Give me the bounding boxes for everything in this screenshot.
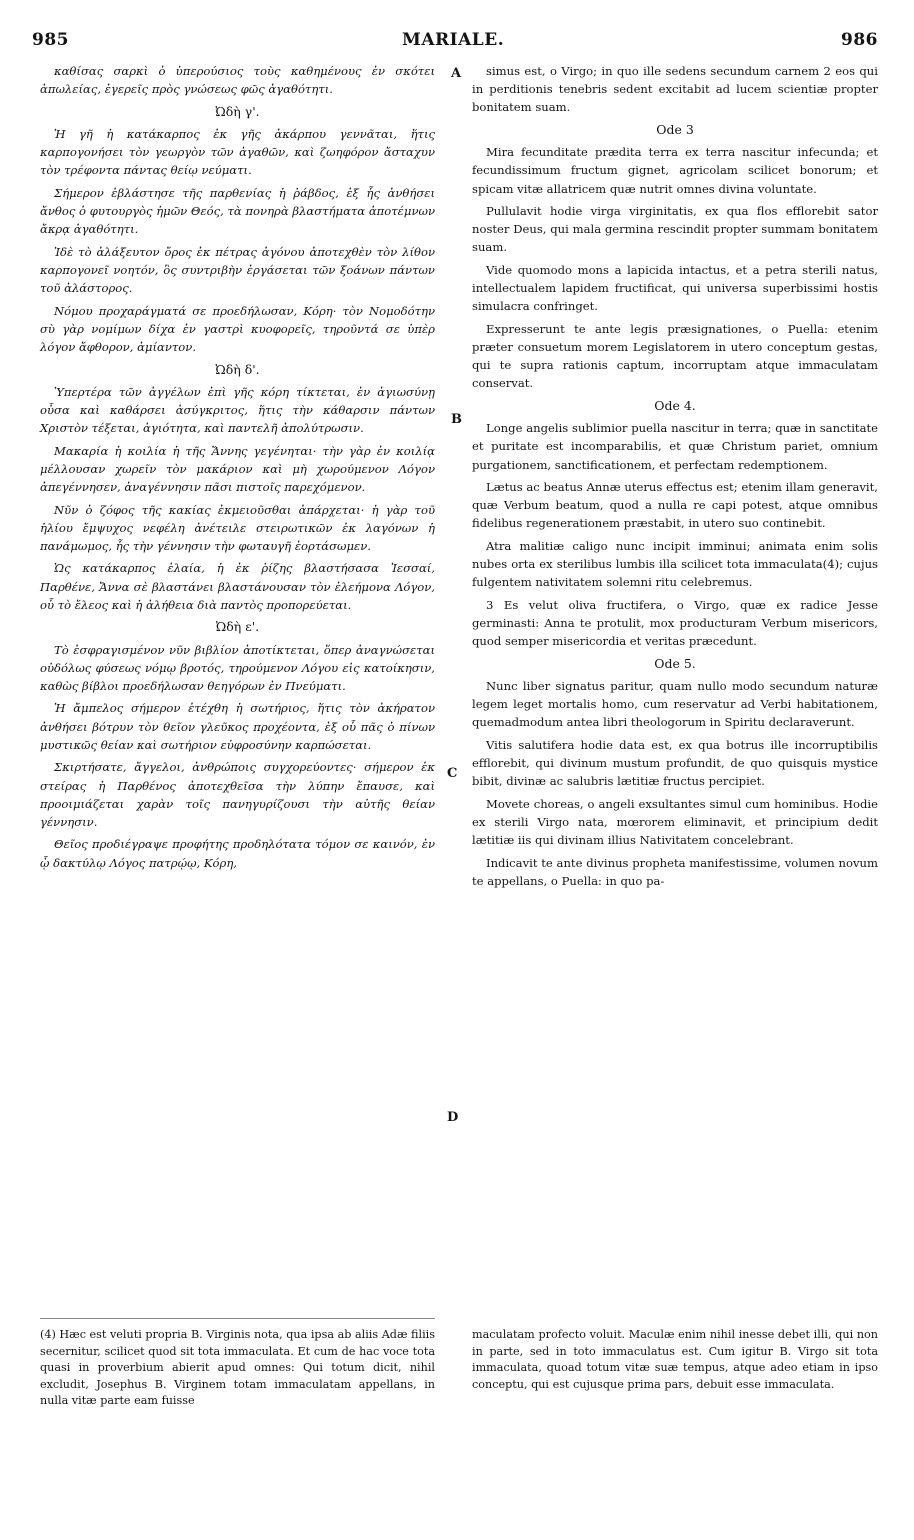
latin-column	[472, 62, 878, 894]
paragraph: Vitis salutifera hodie data est, ex qua botrus ille incorruptibilis efflorebit, qui divinum mustum profundit, de quo quisquis mystice bibit, divinæ ac salubris lætitiæ fructus percipiet.	[472, 737, 878, 789]
paragraph: Σήμερον ἐβλάστησε τῆς παρθενίας ἡ ῥάβδος, ἐξ ἧς ἀνθήσει ἄνθος ὁ φυτουργὸς ἡμῶν Θεός, τὰ πονηρὰ βλαστήματα ἀποτέμνων ἄκρᾳ ἀγαθότητι.	[40, 185, 435, 237]
ode-heading: Ὠδὴ ε'.	[215, 619, 260, 635]
paragraph: Τὸ ἐσφραγισμένον νῦν βιβλίον ἀποτίκτεται, ὅπερ ἀναγνώσεται οὐδόλως φύσεως νόμῳ βροτός, τηρούμενον Λόγου εἰς κατοίκησιν, καθὼς βίβλοι προεδήλωσαν θεηγόρων ἐν Πνεύματι.	[40, 642, 435, 693]
paragraph: Μακαρία ἡ κοιλία ἡ τῆς Ἄννης γεγένηται· τὴν γὰρ ἐν κοιλίᾳ μέλλουσαν χωρεῖν τὸν μακάριον καὶ μὴ χωρούμενον Λόγον ἀπεγέννησεν, ἀναγέννησιν πᾶσι πιστοῖς παρεχόμενον.	[40, 443, 435, 495]
paragraph: Indicavit te ante divinus propheta manifestissime, volumen novum te appellans, o Puella: in quo pa-	[472, 855, 878, 888]
ode-heading: Ode 5.	[654, 655, 696, 671]
paragraph: 3 Es velut oliva fructifera, o Virgo, quæ ex radice Jesse germinasti: Anna te protulit, mox producturam Verbum misericors, quod semper misericordia et veritas præcedunt.	[472, 597, 878, 649]
paragraph: Ὑπερτέρα τῶν ἀγγέλων ἐπὶ γῆς κόρη τίκτεται, ἐν ἁγιωσύνῃ οὖσα καὶ καθάρσει ἀσύγκριτος, ἥτις τὴν κάθαρσιν πάντων Χριστὸν τέξεται, ἁγιότητα, καὶ παντελῆ ἀπολύτρωσιν.	[40, 384, 435, 436]
ode-heading: Ὠδὴ δ'.	[215, 361, 260, 377]
paragraph: Νῦν ὁ ζόφος τῆς κακίας ἐκμειοῦσθαι ἀπάρχεται· ἡ γὰρ τοῦ ἡλίου ἔμψυχος νεφέλη ἀνέτειλε στειρωτικῶν ἐκ λαγόνων ἡ πανάμωμος, ἧς τὴν γέννησιν τὴν φωταυγῆ ἑορτάσωμεν.	[40, 502, 435, 553]
page-number-right: 986	[841, 30, 878, 50]
paragraph: Σκιρτήσατε, ἄγγελοι, ἀνθρώποις συγχορεύοντες· σήμερον ἐκ στείρας ἡ Παρθένος ἀποτεχθεῖσα τὴν λύπην ἔπαυσε, καὶ προοιμιάζεται χαρὰν τοῖς πανηγυρίζουσι τὴν αὐτῆς θείαν γέννησιν.	[40, 760, 435, 829]
margin-letter-b: B	[451, 412, 462, 427]
margin-letter-c: C	[447, 766, 458, 781]
paragraph: Ἰδὲ τὸ ἀλάξευτον ὄρος ἐκ πέτρας ἀγόνου ἀποτεχθὲν τὸν λίθον καρπογονεῖ νοητόν, ὃς συντριβὴν ἐργάσεται τῶν ξοάνων πάντων τοῦ ἀλάστορος.	[40, 244, 435, 296]
paragraph: Longe angelis sublimior puella nascitur in terra; quæ in sanctitate et puritate est incomparabilis, et quæ Christum pariet, omnium purgationem, sanctificationem, et perfectam redemptionem.	[472, 421, 878, 472]
paragraph: Vide quomodo mons a lapicida intactus, et a petra sterili natus, intellectualem lapidem fructificat, qui universa superbissimi hostis simulacra confringet.	[472, 262, 878, 314]
paragraph: Ὡς κατάκαρπος ἐλαία, ἡ ἐκ ῥίζης βλαστήσασα Ἰεσσαί, Παρθένε, Ἄννα σὲ βλαστάνει βλαστάνουσαν τὸν ἐλεήμονα Λόγον, οὗ τὸ ἔλεος καὶ ἡ ἀλήθεια διὰ παντὸς προπορεύεται.	[40, 561, 435, 612]
paragraph: Movete choreas, o angeli exsultantes simul cum hominibus. Hodie ex sterili Virgo nata, mœrorem eliminavit, et principium dedit lætitiæ iis qui divinam illius Nativitatem concelebrant.	[472, 796, 878, 848]
paragraph: Νόμου προχαράγματά σε προεδήλωσαν, Κόρη· τὸν Νομοδότην σὺ γὰρ νομίμων δίχα ἐν γαστρὶ κυοφορεῖς, τηροῦντά σε ὑπὲρ λόγον ἄφθορον, ἀμίαντον.	[40, 303, 435, 355]
paragraph: καθίσας σαρκὶ ὁ ὑπερούσιος τοὺς καθημένους ἐν σκότει ἀπωλείας, ἐγερεῖς πρὸς γνώσεως φῶς ἀγαθότητι.	[40, 64, 435, 97]
paragraph: Pullulavit hodie virga virginitatis, ex qua flos efflorebit sator noster Deus, qui mala germina rescindit propter summam bonitatem suam.	[472, 204, 878, 255]
ode-heading: Ode 4.	[654, 397, 696, 413]
page-number-left: 985	[32, 30, 69, 50]
margin-letter-a: A	[451, 66, 462, 81]
page-header	[32, 30, 878, 58]
footnote-right	[472, 1327, 878, 1393]
paragraph: Atra malitiæ caligo nunc incipit imminui; animata enim solis nubes orta ex sterilibus lumbis illa scilicet tota immaculata(4); cujus fulgentem nativitatem solemni ritu celebremus.	[472, 538, 878, 590]
ode-heading: Ὠδὴ γ'.	[215, 103, 260, 119]
footnote-text: maculatam profecto voluit. Maculæ enim nihil inesse debet illi, qui non in parte, sed in toto immaculatus est. Cum igitur B. Virgo sit tota immaculata, quoad totum vitæ suæ tempus, atque adeo etiam in ipso conceptu, qui est cujusque prima pars, debuit esse immaculata.	[472, 1328, 878, 1391]
footnote-text: (4) Hæc est veluti propria B. Virginis nota, qua ipsa ab aliis Adæ filiis secernitur, scilicet quod sit tota immaculata. Et cum de hac voce tota quasi in proverbium abierit apud omnes: Qui totum dicit, nihil excludit, Josephus B. Virginem totam immaculatam appellans, in nulla vitæ parte eam fuisse	[40, 1328, 435, 1408]
paragraph: Expresserunt te ante legis præsignationes, o Puella: etenim præter consuetum morem Legislatorem in utero conceptum gestas, qui te supra rationis captum, incorruptam atque immaculatam conservat.	[472, 321, 878, 391]
running-title: MARIALE.	[402, 30, 505, 50]
paragraph: Θεῖος προδιέγραψε προφήτης προδηλότατα τόμον σε καινόν, ἐν ᾧ δακτύλῳ Λόγος πατρῴῳ, Κόρη,	[40, 837, 435, 870]
ode-heading: Ode 3	[656, 121, 694, 137]
margin-letter-d: D	[447, 1110, 459, 1125]
paragraph: Lætus ac beatus Annæ uterus effectus est; etenim illam generavit, quæ Verbum beatum, quod a nulla re capi potest, atque omnibus fidelibus regenerationem præstabit, in utero suo continebit.	[472, 480, 878, 531]
paragraph: Mira fecunditate prædita terra ex terra nascitur infecunda; et fecundissimum fructum gignet, agricolam scilicet bonorum; et spicam vitæ allatricem quæ nutrit omnes divina voluntate.	[472, 145, 878, 196]
greek-column	[40, 62, 435, 876]
paragraph: Ἡ ἄμπελος σήμερον ἐτέχθη ἡ σωτήριος, ἥτις τὸν ἀκήρατον ἀνθήσει βότρυν τὸν θεῖον γλεῦκος προχέοντα, ἐξ οὗ πᾶς ὁ πίνων μυστικῶς θείαν καὶ σωτήριον εὐφροσύνην καρπώσεται.	[40, 701, 435, 752]
paragraph: Ἡ γῆ ἡ κατάκαρπος ἐκ γῆς ἀκάρπου γεννᾶται, ἥτις καρπογονήσει τὸν γεωργὸν τῶν ἀγαθῶν, καὶ ζωηφόρον ἄσταχυν τὸν τρέφοντα πάντας θείῳ νεύματι.	[40, 126, 435, 178]
footnote-rule	[40, 1318, 435, 1319]
paragraph: Nunc liber signatus paritur, quam nullo modo secundum naturæ legem leget mortalis homo, cum reservatur ad Verbi habitationem, quemadmodum antea libri theologorum in Spiritu declaraverunt.	[472, 678, 878, 730]
paragraph: simus est, o Virgo; in quo ille sedens secundum carnem 2 eos qui in perditionis tenebris sedent excitabit ad lucem scientiæ propter bonitatem suam.	[472, 64, 878, 115]
footnote-left	[40, 1327, 435, 1410]
